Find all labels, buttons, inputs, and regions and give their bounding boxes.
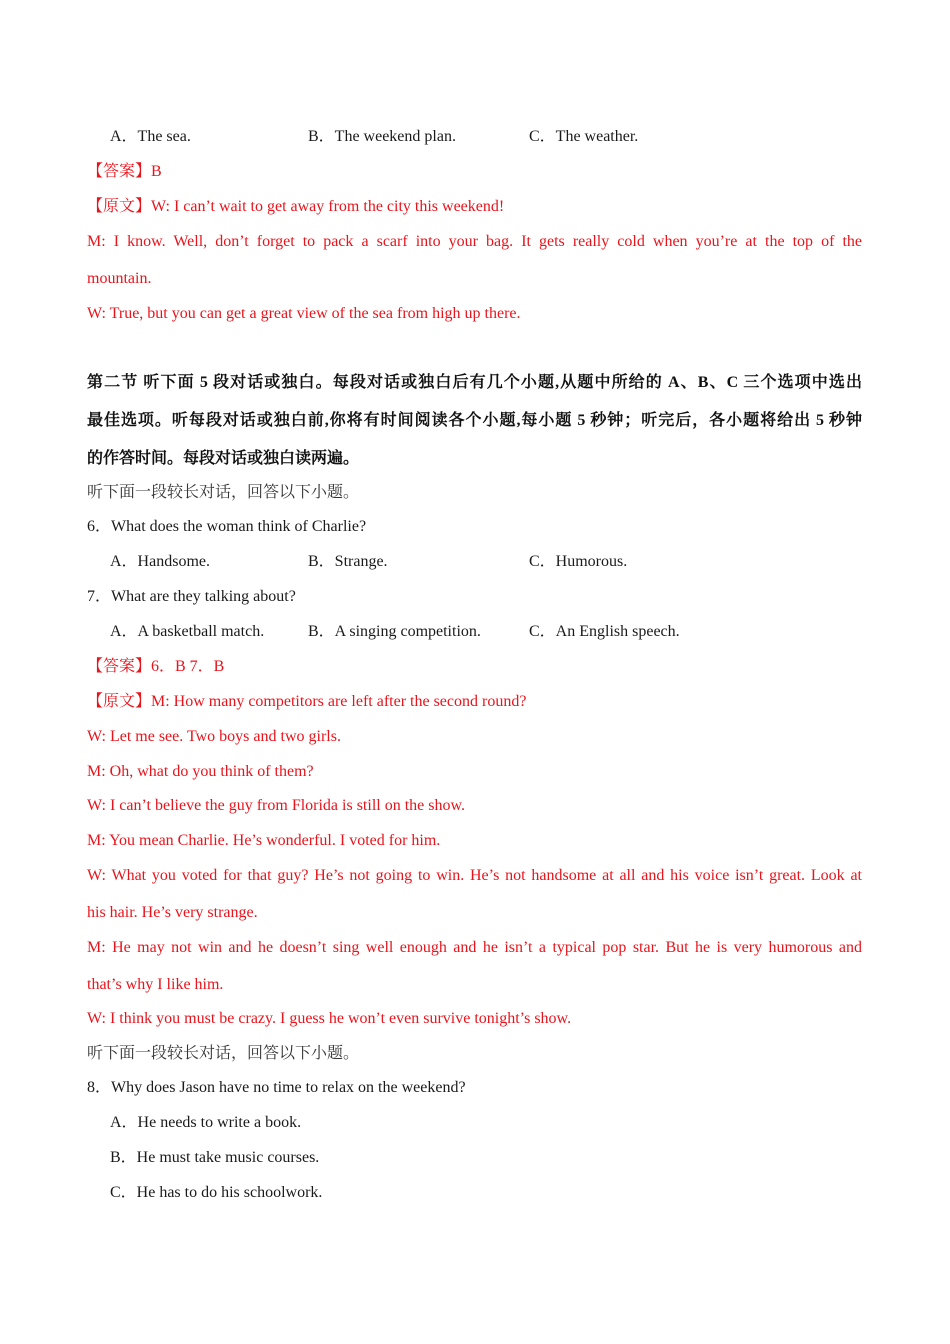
q6-option-a: A．Handsome. [110, 553, 210, 570]
q8-option-a: A．He needs to write a book. [110, 1114, 302, 1131]
q67-transcript-line: M: He may not win and he doesn’t sing well enough and he isn’t a typical pop star. But he is very humorous and [87, 939, 862, 956]
q5-transcript-line: 【原文】W: I can’t wait to get away from the city this weekend! [87, 198, 505, 215]
listening-intro: 听下面一段较长对话，回答以下小题。 [87, 484, 360, 501]
q8-option-b: B．He must take music courses. [110, 1149, 320, 1166]
q5-option-b: B．The weekend plan. [308, 128, 456, 145]
q8-option-c: C．He has to do his schoolwork. [110, 1184, 323, 1201]
q67-transcript-line: W: I can’t believe the guy from Florida is still on the show. [87, 797, 465, 814]
q6-option-c: C．Humorous. [529, 553, 628, 570]
q5-transcript-line: M: I know. Well, don’t forget to pack a scarf into your bag. It gets really cold when you’re at the top of the [87, 233, 862, 250]
question-8: 8．Why does Jason have no time to relax on the weekend? [87, 1079, 466, 1096]
q7-option-a: A．A basketball match. [110, 623, 265, 640]
section-instructions: 的作答时间。每段对话或独白读两遍。 [87, 450, 360, 467]
q67-transcript-line: W: What you voted for that guy? He’s not going to win. He’s not handsome at all and his voice isn’t great. Look at [87, 867, 862, 884]
question-6: 6．What does the woman think of Charlie? [87, 518, 367, 535]
q67-transcript-line: M: Oh, what do you think of them? [87, 763, 314, 780]
q5-answer: 【答案】B [87, 163, 162, 180]
q67-transcript-line: W: Let me see. Two boys and two girls. [87, 728, 341, 745]
q7-option-b: B．A singing competition. [308, 623, 481, 640]
q67-transcript-line: W: I think you must be crazy. I guess he won’t even survive tonight’s show. [87, 1010, 572, 1027]
listening-intro: 听下面一段较长对话，回答以下小题。 [87, 1045, 360, 1062]
section-instructions: 第二节 听下面 5 段对话或独白。每段对话或独白后有几个小题,从题中所给的 A、B、C 三个选项中选出 [87, 374, 862, 391]
q5-transcript-line: mountain. [87, 270, 152, 287]
q6-option-b: B．Strange. [308, 553, 388, 570]
question-7: 7．What are they talking about? [87, 588, 296, 605]
q5-option-a: A．The sea. [110, 128, 191, 145]
q67-transcript-line: 【原文】M: How many competitors are left after the second round? [87, 693, 527, 710]
q5-transcript-line: W: True, but you can get a great view of the sea from high up there. [87, 305, 521, 322]
section-instructions: 最佳选项。听每段对话或独白前,你将有时间阅读各个小题,每小题 5 秒钟；听完后，各小题将给出 5 秒钟 [87, 412, 862, 429]
q67-transcript-line: M: You mean Charlie. He’s wonderful. I voted for him. [87, 832, 441, 849]
q67-answer: 【答案】6．B 7．B [87, 658, 225, 675]
q67-transcript-line: that’s why I like him. [87, 976, 224, 993]
q67-transcript-line: his hair. He’s very strange. [87, 904, 258, 921]
q5-option-c: C．The weather. [529, 128, 639, 145]
q7-option-c: C．An English speech. [529, 623, 680, 640]
